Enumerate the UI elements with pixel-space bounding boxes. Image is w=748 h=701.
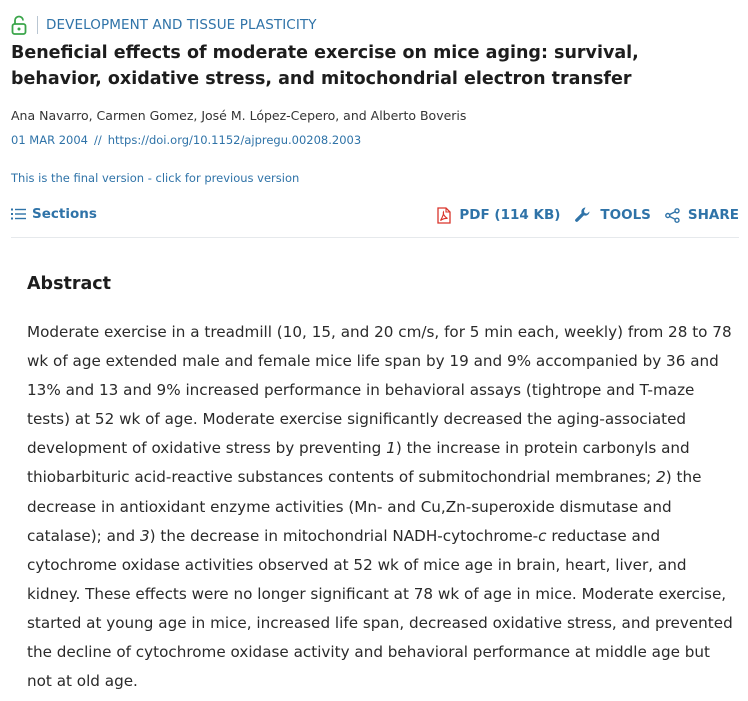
version-note-link[interactable]: This is the final version - click for previous version — [11, 171, 300, 185]
share-label: SHARE — [687, 207, 739, 223]
list-marker-3: 3 — [139, 526, 150, 545]
abstract-text — [27, 318, 739, 696]
article-category[interactable]: DEVELOPMENT AND TISSUE PLASTICITY — [46, 17, 317, 33]
article-category-row — [10, 14, 317, 36]
abstract-text-part-3: ) the decrease in antioxidant enzyme activities (Mn- and Cu,Zn-superoxide dismutase and catalase); and — [27, 468, 702, 545]
open-access-lock-icon — [10, 15, 28, 35]
publication-date: 01 MAR 2004 — [11, 133, 88, 147]
toolbar-actions — [437, 206, 739, 224]
abstract-text-part-5: reductase and cytochrome oxidase activities observed at 52 wk of mice age in brain, heart, liver, and kidney. These effects were no longer significant at 78 wk of age in mice. Moderate exercise, started at young age in mice, increased life span, decreased oxidative stress, and prevented the decline of cytochrome oxidase activity and behavioral performance at middle age but not at old age. — [27, 526, 733, 691]
date-separator: // — [94, 133, 102, 147]
article-authors[interactable]: Ana Navarro, Carmen Gomez, José M. López-Cepero, and Alberto Boveris — [11, 108, 467, 123]
abstract-text-part-2: ) the increase in protein carbonyls and thiobarbituric acid-reactive substances contents of submitochondrial membranes; — [27, 439, 690, 487]
abstract-heading: Abstract — [27, 274, 112, 294]
share-icon — [665, 208, 680, 223]
italic-c: c — [538, 526, 547, 545]
toolbar-divider — [11, 237, 739, 238]
article-toolbar — [11, 204, 739, 228]
wrench-icon — [574, 206, 592, 224]
pdf-button[interactable] — [437, 207, 560, 224]
pdf-label: PDF (114 KB) — [459, 207, 561, 223]
publication-info — [11, 133, 361, 147]
category-divider — [37, 16, 38, 34]
doi-link[interactable]: https://doi.org/10.1152/ajpregu.00208.2003 — [107, 133, 362, 147]
list-icon — [11, 208, 26, 220]
sections-button[interactable] — [11, 206, 97, 222]
tools-button[interactable] — [574, 206, 651, 224]
pdf-icon — [437, 207, 451, 224]
share-button[interactable] — [665, 207, 739, 223]
sections-label: Sections — [32, 206, 97, 222]
tools-label: TOOLS — [600, 207, 651, 223]
abstract-text-part-1: Moderate exercise in a treadmill (10, 15, and 20 cm/s, for 5 min each, weekly) from 28 to 78 wk of age extended male and female mice life span by 19 and 9% accompanied by 36 and 13% and 13 and 9% increased performance in behavioral assays (tightrope and T-maze tests) at 52 wk of age. Moderate exercise significantly decreased the aging-associated development of oxidative stress by preventing — [27, 323, 732, 458]
article-title: Beneficial effects of moderate exercise on mice aging: survival, behavior, oxidative stress, and mitochondrial electron transfer — [11, 43, 639, 89]
abstract-text-part-4: ) the decrease in mitochondrial NADH-cytochrome- — [149, 526, 539, 545]
list-marker-1: 1 — [386, 439, 396, 458]
list-marker-2: 2 — [656, 468, 666, 487]
